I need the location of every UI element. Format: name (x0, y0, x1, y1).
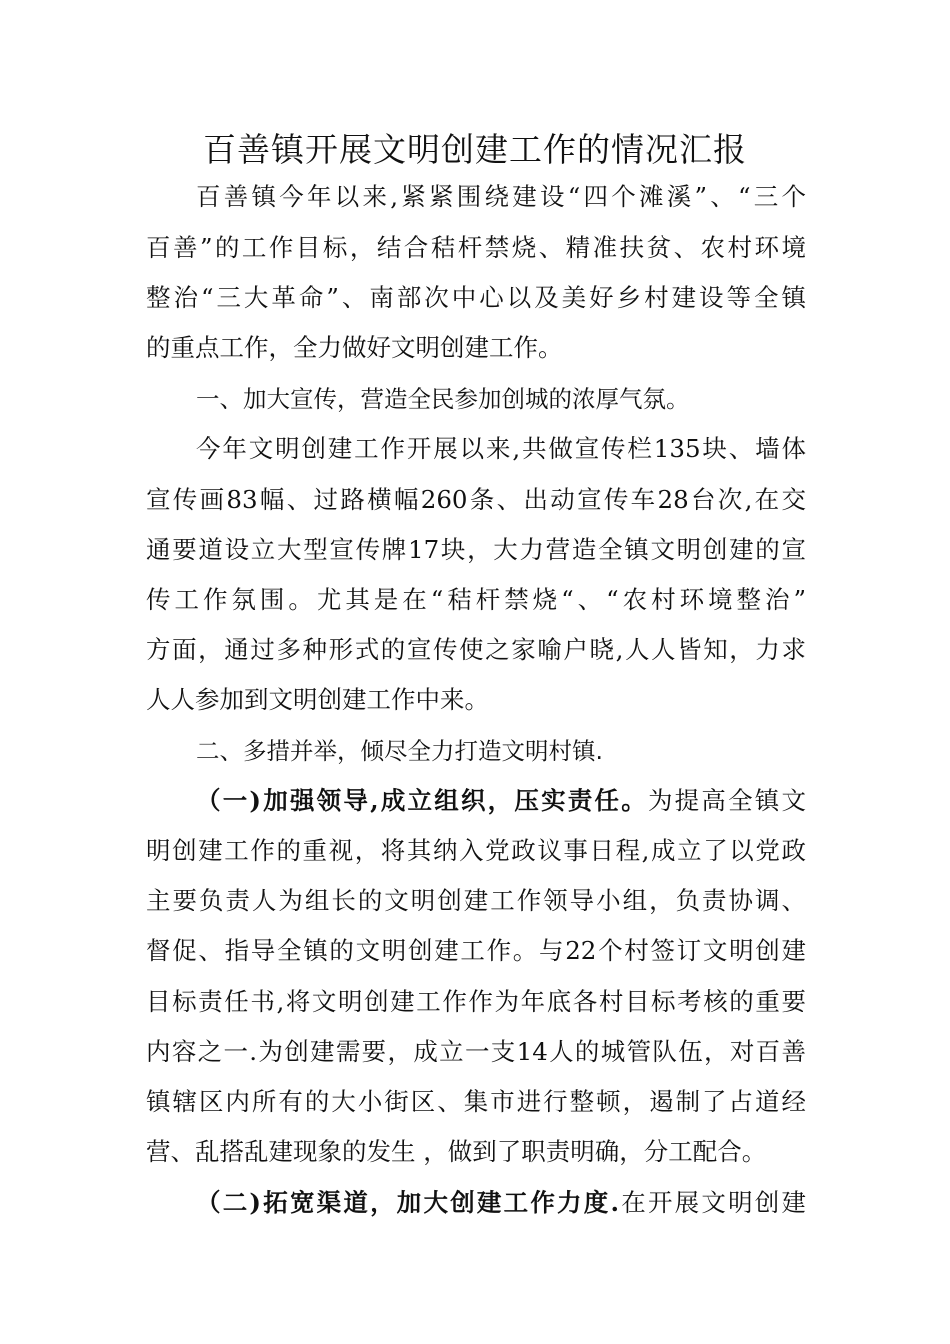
section-1-line-5: 方面，通过多种形式的宣传使之家喻户晓,人人皆知，力求 (146, 635, 806, 664)
section-1-line-3: 通要道设立大型宣传牌17块，大力营造全镇文明创建的宣 (146, 535, 806, 564)
section-1-heading: 一、加大宣传，营造全民参加创城的浓厚气氛。 (196, 385, 690, 413)
subsection-2-first-rest: 在开展文明创建 (619, 1188, 806, 1217)
section-1-line-6: 人人参加到文明创建工作中来。 (146, 685, 489, 714)
section-1-line-4: 传工作氛围。尤其是在“秸杆禁烧“、“农村环境整治” (146, 585, 806, 614)
section-2-heading: 二、多措并举，倾尽全力打造文明村镇. (196, 737, 603, 765)
subsection-1-first-line (196, 781, 806, 821)
subsection-1-line-4: 督促、指导全镇的文明创建工作。与22个村签订文明创建 (146, 936, 806, 965)
subsection-1-line-3: 主要负责人为组长的文明创建工作领导小组，负责协调、 (146, 886, 806, 915)
subsection-1-line-8: 营、乱搭乱建现象的发生 ，做到了职责明确，分工配合。 (146, 1137, 767, 1166)
section-1-line-2: 宣传画83幅、过路横幅260条、出动宣传车28台次,在交 (146, 485, 806, 514)
subsection-1-first-rest: 为提高全镇文 (647, 786, 806, 815)
section-1-line-1: 今年文明创建工作开展以来,共做宣传栏135块、墙体 (196, 434, 806, 463)
subsection-1-lead: （一)加强领导,成立组织，压实责任。 (196, 786, 648, 815)
intro-line-2: 百善”的工作目标，结合秸杆禁烧、精准扶贫、农村环境 (146, 233, 806, 262)
subsection-1-line-7: 镇辖区内所有的大小街区、集市进行整顿，遏制了占道经 (146, 1087, 806, 1116)
subsection-1-line-6: 内容之一.为创建需要，成立一支14人的城管队伍，对百善 (146, 1037, 806, 1066)
subsection-2-first-line (196, 1183, 806, 1223)
subsection-1-line-5: 目标责任书,将文明创建工作作为年底各村目标考核的重要 (146, 987, 806, 1016)
subsection-1-line-2: 明创建工作的重视，将其纳入党政议事日程,成立了以党政 (146, 836, 806, 865)
intro-line-4: 的重点工作，全力做好文明创建工作。 (146, 333, 563, 362)
intro-line-3: 整治“三大革命”、南部次中心以及美好乡村建设等全镇 (146, 283, 806, 312)
subsection-2-lead: （二)拓宽渠道，加大创建工作力度. (196, 1188, 620, 1217)
document-title: 百善镇开展文明创建工作的情况汇报 (203, 130, 747, 169)
intro-line-1: 百善镇今年以来,紧紧围绕建设“四个滩溪”、“三个 (196, 182, 806, 211)
